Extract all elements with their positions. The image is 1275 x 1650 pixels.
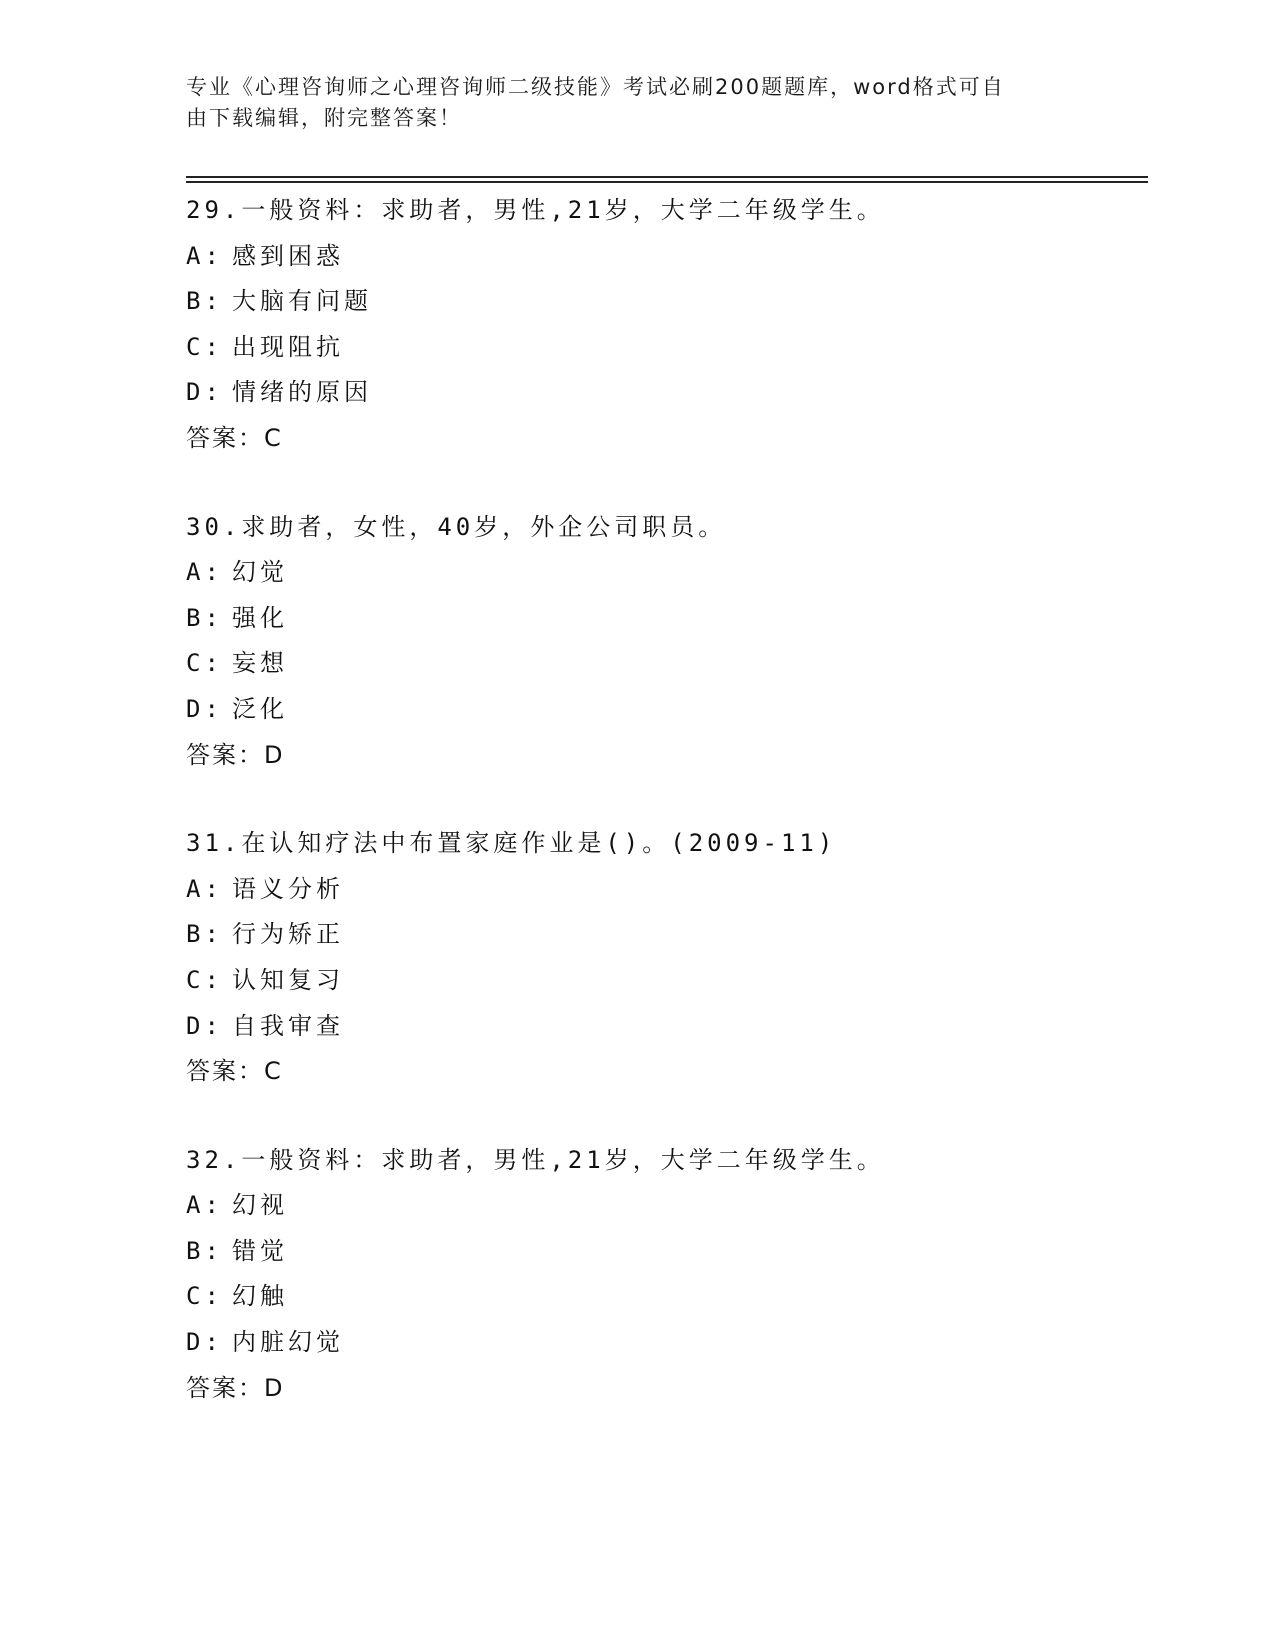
- option-c: [186, 325, 1146, 371]
- option-d: [186, 1320, 1146, 1366]
- option-a: [186, 1183, 1146, 1229]
- option-letter: D:: [186, 1011, 223, 1040]
- option-letter: A:: [186, 241, 223, 270]
- option-letter: B:: [186, 287, 223, 316]
- option-text: 行为矫正: [232, 920, 344, 949]
- option-text: 出现阻抗: [232, 332, 344, 361]
- option-letter: B:: [186, 603, 223, 632]
- option-letter: B:: [186, 920, 223, 949]
- option-text: 认知复习: [232, 965, 344, 994]
- option-d: [186, 370, 1146, 416]
- option-c: [186, 641, 1146, 687]
- option-c: [186, 958, 1146, 1004]
- option-letter: B:: [186, 1236, 223, 1265]
- option-letter: C:: [186, 332, 223, 361]
- option-d: [186, 687, 1146, 733]
- question-list: [186, 188, 1146, 1454]
- option-text: 内脏幻觉: [232, 1328, 344, 1357]
- option-text: 感到困惑: [232, 241, 344, 270]
- option-b: [186, 596, 1146, 642]
- option-text: 强化: [232, 603, 288, 632]
- option-letter: D:: [186, 378, 223, 407]
- option-text: 幻视: [232, 1191, 288, 1220]
- question-29: [186, 188, 1146, 462]
- question-stem: 29.一般资料：求助者，男性,21岁，大学二年级学生。: [186, 196, 885, 224]
- option-a: [186, 867, 1146, 913]
- header-line-1: 专业《心理咨询师之心理咨询师二级技能》考试必刷200题题库，word格式可自: [186, 75, 1005, 99]
- header-divider-top: [186, 176, 1148, 178]
- option-letter: C:: [186, 965, 223, 994]
- option-letter: A:: [186, 558, 223, 587]
- option-letter: D:: [186, 694, 223, 723]
- option-text: 自我审查: [232, 1011, 344, 1040]
- option-text: 大脑有问题: [232, 287, 372, 316]
- document-header: [186, 72, 1066, 134]
- option-text: 错觉: [232, 1236, 288, 1265]
- header-line-2: 由下载编辑，附完整答案！: [186, 106, 462, 130]
- option-b: [186, 912, 1146, 958]
- option-text: 语义分析: [232, 874, 344, 903]
- option-text: 泛化: [232, 694, 288, 723]
- option-letter: C:: [186, 1282, 223, 1311]
- header-divider-bottom: [186, 181, 1148, 183]
- question-stem: 32.一般资料：求助者，男性,21岁，大学二年级学生。: [186, 1145, 885, 1174]
- option-letter: A:: [186, 874, 223, 903]
- answer-line: 答案：C: [186, 423, 283, 452]
- answer-line: 答案：C: [186, 1057, 283, 1086]
- answer-line: 答案：D: [186, 1373, 285, 1402]
- option-c: [186, 1274, 1146, 1320]
- option-b: [186, 279, 1146, 325]
- question-31: [186, 821, 1146, 1095]
- option-letter: A:: [186, 1191, 223, 1220]
- option-letter: D:: [186, 1328, 223, 1357]
- option-d: [186, 1004, 1146, 1050]
- question-32: [186, 1138, 1146, 1412]
- question-30: [186, 505, 1146, 779]
- answer-line: 答案：D: [186, 740, 285, 769]
- option-a: [186, 234, 1146, 280]
- option-text: 妄想: [232, 649, 288, 678]
- option-text: 幻觉: [232, 558, 288, 587]
- option-a: [186, 550, 1146, 596]
- option-letter: C:: [186, 649, 223, 678]
- question-stem: 31.在认知疗法中布置家庭作业是()。(2009-11): [186, 829, 837, 858]
- option-text: 情绪的原因: [232, 378, 372, 407]
- option-text: 幻触: [232, 1282, 288, 1311]
- question-stem: 30.求助者，女性，40岁，外企公司职员。: [186, 512, 727, 541]
- option-b: [186, 1229, 1146, 1275]
